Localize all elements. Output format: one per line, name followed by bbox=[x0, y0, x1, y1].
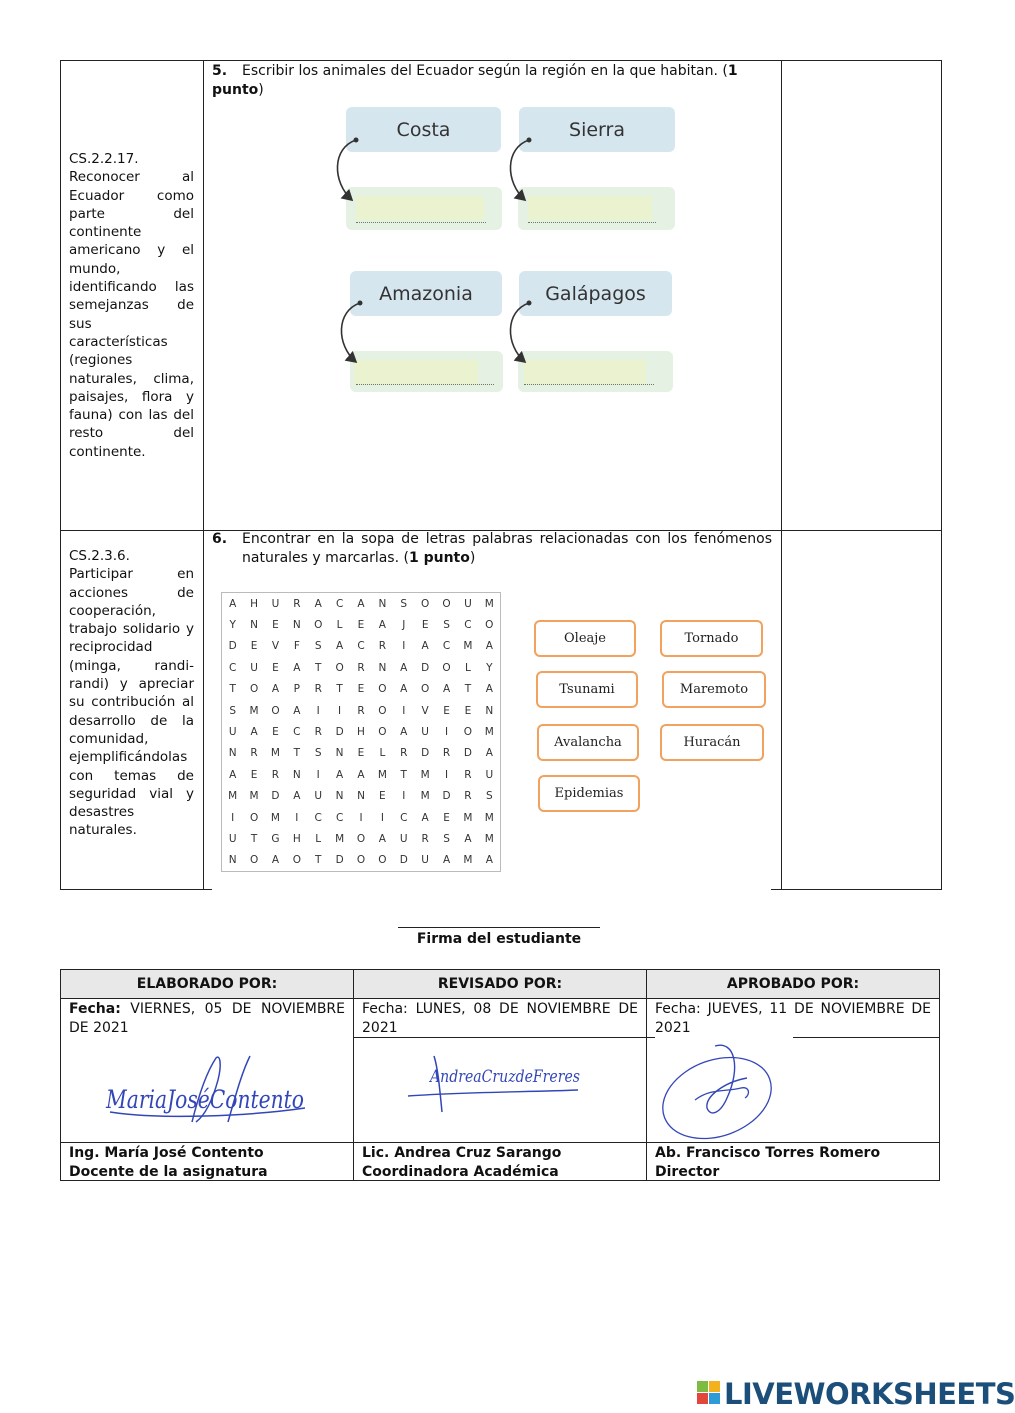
word-oleaje: Oleaje bbox=[534, 620, 636, 657]
word-search-cell[interactable]: E bbox=[250, 640, 258, 653]
word-search-cell[interactable]: M bbox=[484, 811, 494, 824]
word-search-cell[interactable]: A bbox=[464, 832, 472, 845]
word-search-cell[interactable]: O bbox=[442, 661, 451, 674]
region-label-sierra: Sierra bbox=[519, 107, 675, 152]
word-search-cell[interactable]: A bbox=[485, 683, 493, 696]
word-search-cell[interactable]: A bbox=[400, 725, 408, 738]
approval-header-bottom bbox=[60, 998, 940, 999]
word-search-cell[interactable]: M bbox=[249, 790, 259, 803]
header-aprobado: APROBADO POR: bbox=[647, 970, 939, 998]
word-search-cell[interactable]: O bbox=[463, 725, 473, 738]
word-search-cell[interactable]: N bbox=[292, 619, 301, 632]
question-points: 1 punto bbox=[408, 550, 470, 566]
header-revisado: REVISADO POR: bbox=[354, 970, 646, 998]
word-search-cell[interactable]: R bbox=[293, 597, 301, 610]
word-search-cell[interactable]: D bbox=[399, 854, 408, 867]
word-search-cell[interactable]: D bbox=[335, 725, 344, 738]
word-search-cell[interactable]: A bbox=[293, 661, 301, 674]
region-label-costa: Costa bbox=[346, 107, 501, 152]
student-signature-line bbox=[398, 927, 600, 928]
header-elaborado: ELABORADO POR: bbox=[61, 970, 353, 998]
date-aprobado: Fecha: JUEVES, 11 DE NOVIEMBRE DE 2021 bbox=[655, 1001, 931, 1036]
word-search-cell[interactable]: T bbox=[229, 683, 236, 696]
word-search-cell[interactable]: O bbox=[314, 619, 323, 632]
word-search-cell[interactable]: D bbox=[228, 640, 237, 653]
word-search-cell[interactable]: S bbox=[443, 832, 450, 845]
word-search-cell[interactable]: R bbox=[314, 725, 322, 738]
question-text: Escribir los animales del Ecuador según la región en la que habitan. ( bbox=[242, 63, 728, 79]
word-search-cell[interactable]: E bbox=[443, 704, 450, 717]
word-search-cell[interactable]: L bbox=[379, 747, 386, 760]
word-search-cell[interactable]: I bbox=[380, 811, 384, 824]
word-search-cell[interactable]: O bbox=[421, 597, 430, 610]
word-search-cell[interactable]: A bbox=[378, 832, 386, 845]
word-search-cell[interactable]: I bbox=[316, 704, 320, 717]
word-search-cell[interactable]: I bbox=[359, 811, 363, 824]
approval-col-divider-2 bbox=[646, 969, 647, 1181]
word-search-cell[interactable]: A bbox=[378, 619, 386, 632]
word-huracan: Huracán bbox=[660, 724, 764, 761]
word-search-cell[interactable]: V bbox=[421, 704, 429, 717]
word-search-cell[interactable]: O bbox=[378, 854, 387, 867]
word-search-cell[interactable]: A bbox=[357, 597, 365, 610]
word-search-cell[interactable]: H bbox=[250, 597, 259, 610]
approval-border-left bbox=[60, 969, 61, 1181]
signature-elaborado-text: MariaJoséContento bbox=[105, 1085, 304, 1114]
word-search-cell[interactable]: C bbox=[229, 661, 237, 674]
word-search-cell[interactable]: S bbox=[443, 619, 450, 632]
word-search-cell[interactable]: N bbox=[357, 790, 365, 803]
word-search-cell[interactable]: O bbox=[335, 661, 344, 674]
word-search-cell[interactable]: O bbox=[378, 704, 387, 717]
word-search-cell[interactable]: A bbox=[442, 683, 451, 696]
question-text: Encontrar en la sopa de letras palabras relacionadas con los fenómenos naturales y marcarlas. ( bbox=[242, 531, 772, 566]
word-search-cell[interactable]: M bbox=[420, 768, 430, 781]
word-search-cell[interactable]: M bbox=[335, 832, 345, 845]
word-search-cell[interactable]: E bbox=[272, 619, 279, 632]
word-search-cell[interactable]: R bbox=[271, 768, 280, 781]
brand-logo-icon bbox=[697, 1381, 721, 1405]
word-search-cell[interactable]: T bbox=[400, 768, 407, 781]
word-search-cell[interactable]: M bbox=[463, 640, 473, 653]
word-search-cell[interactable]: R bbox=[378, 640, 387, 653]
word-search-cell[interactable]: Y bbox=[229, 619, 236, 632]
word-search-cell[interactable]: R bbox=[314, 683, 322, 696]
word-search-cell[interactable]: L bbox=[464, 661, 471, 674]
word-tornado: Tornado bbox=[660, 620, 763, 657]
arrow-costa-icon bbox=[337, 138, 358, 201]
question-close: ) bbox=[258, 82, 264, 98]
word-search-cell[interactable]: E bbox=[421, 619, 429, 632]
word-search-cell[interactable]: A bbox=[421, 640, 429, 653]
word-search-cell[interactable]: Y bbox=[486, 661, 493, 674]
word-search-cell[interactable]: O bbox=[378, 683, 387, 696]
arrows-overlay bbox=[0, 0, 1000, 420]
word-search-cell[interactable]: M bbox=[463, 811, 473, 824]
word-search-cell[interactable]: I bbox=[444, 768, 449, 781]
word-search-cell[interactable]: S bbox=[400, 597, 408, 610]
word-search-cell[interactable]: U bbox=[271, 597, 280, 610]
word-search-cell[interactable]: R bbox=[442, 747, 451, 760]
word-search-cell[interactable]: R bbox=[250, 747, 258, 760]
word-search-cell[interactable]: I bbox=[402, 704, 406, 717]
word-search-cell[interactable]: I bbox=[402, 790, 406, 803]
word-search-cell[interactable]: S bbox=[314, 747, 322, 760]
region-label-amazonia: Amazonia bbox=[350, 271, 502, 316]
word-search-cell[interactable]: E bbox=[357, 683, 365, 696]
word-search-cell[interactable]: C bbox=[293, 725, 301, 738]
word-search-cell[interactable]: T bbox=[464, 683, 472, 696]
word-search-cell[interactable]: C bbox=[400, 811, 408, 824]
word-search-cell[interactable]: I bbox=[444, 725, 449, 738]
word-search-cell[interactable]: A bbox=[293, 704, 301, 717]
word-search-cell[interactable]: U bbox=[399, 832, 408, 845]
approval-border-right bbox=[939, 969, 940, 1181]
word-avalancha: Avalancha bbox=[537, 724, 639, 761]
word-search-cell[interactable]: R bbox=[464, 790, 472, 803]
word-search-cell[interactable]: N bbox=[292, 768, 301, 781]
word-search-cell[interactable]: T bbox=[250, 832, 258, 845]
word-search-cell[interactable]: N bbox=[250, 619, 258, 632]
word-search-cell[interactable]: P bbox=[293, 683, 300, 696]
word-search-cell[interactable]: D bbox=[271, 790, 280, 803]
word-search-cell[interactable]: A bbox=[485, 854, 493, 867]
word-search-cell[interactable]: I bbox=[231, 811, 235, 824]
word-search-cell[interactable]: C bbox=[442, 640, 451, 653]
word-search-cell[interactable]: U bbox=[314, 790, 323, 803]
approval-border-top bbox=[60, 969, 940, 970]
word-search-cell[interactable]: E bbox=[464, 704, 472, 717]
question-points: 1 punto bbox=[212, 63, 738, 98]
word-search-cell[interactable]: A bbox=[271, 854, 280, 867]
word-search-cell[interactable]: E bbox=[379, 790, 386, 803]
word-search-cell[interactable]: D bbox=[442, 790, 451, 803]
word-search-cell[interactable]: R bbox=[421, 832, 429, 845]
word-search-cell[interactable]: A bbox=[485, 640, 493, 653]
arrow-galapagos-icon bbox=[510, 301, 531, 363]
word-search-cell[interactable]: E bbox=[357, 619, 365, 632]
word-search-cell[interactable]: U bbox=[228, 832, 237, 845]
word-search-cell[interactable]: O bbox=[249, 854, 259, 867]
word-search-cell[interactable]: M bbox=[249, 704, 259, 717]
word-search-cell[interactable]: O bbox=[292, 854, 301, 867]
word-search-cell[interactable]: C bbox=[314, 811, 322, 824]
signature-revisado-text: AndreaCruzdeFreres bbox=[428, 1067, 581, 1087]
date-elaborado: Fecha: VIERNES, 05 DE NOVIEMBRE DE 2021 bbox=[69, 1001, 345, 1036]
signature-aprobado-image bbox=[655, 1038, 785, 1142]
word-search-cell[interactable]: R bbox=[400, 747, 408, 760]
standard-cs-2-2-17: CS.2.2.17. Reconocer al Ecuador como parte del continente americano y el mundo, identificando las semejanzas de sus características (regiones naturales, clima, paisajes, flora y fauna) con las del resto del continente. bbox=[69, 151, 194, 460]
word-search-cell[interactable]: A bbox=[293, 790, 301, 803]
word-search-cell[interactable]: D bbox=[463, 747, 472, 760]
word-search-cell[interactable]: M bbox=[484, 597, 494, 610]
word-search-grid[interactable] bbox=[221, 592, 501, 872]
signature-revisado-image bbox=[400, 1048, 600, 1128]
question-close: ) bbox=[469, 550, 476, 566]
name-elaborado: Ing. María José Contento Docente de la asignatura bbox=[69, 1145, 268, 1180]
word-search-cell[interactable]: I bbox=[338, 704, 342, 717]
word-search-cell[interactable]: A bbox=[250, 725, 258, 738]
word-search-cell[interactable]: O bbox=[249, 683, 259, 696]
word-search-cell[interactable]: U bbox=[421, 725, 429, 738]
word-search-cell[interactable]: T bbox=[315, 661, 322, 674]
word-search-cell[interactable]: C bbox=[335, 811, 344, 824]
word-search-cell[interactable]: I bbox=[402, 640, 406, 653]
word-search-cell[interactable]: N bbox=[378, 661, 387, 674]
word-search-cell[interactable]: R bbox=[357, 704, 365, 717]
word-search-cell[interactable]: D bbox=[335, 854, 344, 867]
table-border-bottom-left bbox=[60, 889, 212, 890]
question-number: 6. bbox=[212, 531, 228, 547]
word-search-cell[interactable]: C bbox=[357, 640, 365, 653]
word-search-cell[interactable]: A bbox=[400, 683, 408, 696]
approval-names-top bbox=[60, 1142, 940, 1143]
word-search-cell[interactable]: D bbox=[421, 747, 430, 760]
question-6 bbox=[212, 530, 772, 568]
word-search-cell[interactable]: A bbox=[357, 768, 365, 781]
word-search-cell[interactable]: T bbox=[293, 747, 301, 760]
word-search-cell[interactable]: S bbox=[229, 704, 237, 717]
word-search-cell[interactable]: M bbox=[270, 811, 280, 824]
word-search-cell[interactable]: A bbox=[314, 597, 322, 610]
word-search-cell[interactable]: L bbox=[315, 832, 322, 845]
word-search-cell[interactable]: M bbox=[420, 790, 430, 803]
approval-col-divider-1 bbox=[353, 969, 354, 1181]
word-search-cell[interactable]: O bbox=[356, 832, 366, 845]
word-search-cell[interactable]: A bbox=[400, 661, 408, 674]
approval-date-divider-3a bbox=[647, 1037, 655, 1038]
word-search-cell[interactable]: O bbox=[378, 725, 387, 738]
word-search-cell[interactable]: M bbox=[270, 747, 280, 760]
word-search-cell[interactable]: M bbox=[228, 790, 238, 803]
signature-elaborado-image bbox=[100, 1050, 315, 1130]
word-search-cell[interactable]: N bbox=[335, 747, 344, 760]
name-revisado: Lic. Andrea Cruz Sarango Coordinadora Académica bbox=[362, 1145, 562, 1180]
word-search-cell[interactable]: M bbox=[484, 725, 494, 738]
word-search-cell[interactable]: A bbox=[336, 768, 344, 781]
word-search-cell[interactable]: N bbox=[335, 790, 344, 803]
word-search-cell[interactable]: R bbox=[357, 661, 365, 674]
arrow-amazonia-icon bbox=[341, 301, 362, 363]
word-search-cell[interactable]: A bbox=[336, 640, 344, 653]
word-search-cell[interactable]: O bbox=[356, 854, 366, 867]
word-search-cell[interactable]: R bbox=[464, 768, 472, 781]
word-search-cell[interactable]: M bbox=[484, 832, 494, 845]
question-number: 5. bbox=[212, 63, 228, 79]
word-search-cell[interactable]: E bbox=[272, 661, 279, 674]
word-search-cell[interactable]: F bbox=[293, 640, 300, 653]
word-tsunami: Tsunami bbox=[536, 671, 638, 708]
word-search-cell[interactable]: U bbox=[485, 768, 494, 781]
word-search-cell[interactable]: S bbox=[314, 640, 322, 653]
word-search-cell[interactable]: T bbox=[336, 683, 343, 696]
word-search-cell[interactable]: N bbox=[378, 597, 387, 610]
word-search-cell[interactable]: A bbox=[271, 683, 280, 696]
word-search-cell[interactable]: O bbox=[485, 619, 494, 632]
word-search-cell[interactable]: C bbox=[464, 619, 472, 632]
word-search-cell[interactable]: H bbox=[292, 832, 301, 845]
word-search-cell[interactable]: D bbox=[421, 661, 430, 674]
word-search-cell[interactable]: L bbox=[336, 619, 343, 632]
word-search-cell[interactable]: T bbox=[315, 854, 322, 867]
word-search-cell[interactable]: E bbox=[357, 747, 365, 760]
date-revisado: Fecha: LUNES, 08 DE NOVIEMBRE DE 2021 bbox=[362, 1001, 638, 1036]
word-search-cell[interactable]: O bbox=[421, 683, 430, 696]
word-search-cell[interactable]: E bbox=[250, 768, 258, 781]
word-search-cell[interactable]: A bbox=[442, 854, 451, 867]
word-search-cell[interactable]: M bbox=[463, 854, 473, 867]
word-search-cell[interactable]: C bbox=[335, 597, 344, 610]
word-search-cell[interactable]: O bbox=[442, 597, 451, 610]
word-search-cell[interactable]: N bbox=[228, 747, 237, 760]
word-search-cell[interactable]: N bbox=[485, 704, 494, 717]
name-aprobado: Ab. Francisco Torres Romero Director bbox=[655, 1145, 881, 1180]
region-label-galapagos: Galápagos bbox=[519, 271, 672, 316]
word-search-cell[interactable]: H bbox=[357, 725, 365, 738]
word-search-cell[interactable]: S bbox=[485, 790, 493, 803]
table-border-bottom-right bbox=[771, 889, 942, 890]
word-search-cell[interactable]: G bbox=[271, 832, 280, 845]
word-epidemias: Epidemias bbox=[538, 775, 640, 812]
word-search-cell[interactable]: I bbox=[316, 768, 320, 781]
word-search-cell[interactable]: E bbox=[443, 811, 450, 824]
word-search-cell[interactable]: A bbox=[485, 747, 493, 760]
word-search-cell[interactable]: N bbox=[228, 854, 237, 867]
word-search-cell[interactable]: U bbox=[464, 597, 472, 610]
word-search-cell[interactable]: U bbox=[228, 725, 237, 738]
word-search-cell[interactable]: A bbox=[229, 597, 237, 610]
word-search-cell[interactable]: A bbox=[229, 768, 237, 781]
word-search-cell[interactable]: U bbox=[421, 854, 429, 867]
word-maremoto: Maremoto bbox=[662, 671, 766, 708]
brand-name: LIVEWORKSHEETS bbox=[724, 1377, 1015, 1411]
word-search-cell[interactable]: V bbox=[271, 640, 280, 653]
word-search-cell[interactable]: O bbox=[271, 704, 280, 717]
word-search-cell[interactable]: I bbox=[295, 811, 299, 824]
word-search-cell[interactable]: O bbox=[249, 811, 259, 824]
student-signature-label: Firma del estudiante bbox=[416, 931, 582, 947]
arrow-sierra-icon bbox=[510, 138, 531, 201]
word-search-cell[interactable]: E bbox=[272, 725, 279, 738]
word-search-cell[interactable]: M bbox=[377, 768, 387, 781]
word-search-cell[interactable]: U bbox=[250, 661, 258, 674]
word-search-cell[interactable]: A bbox=[421, 811, 429, 824]
standard-cs-2-3-6: CS.2.3.6. Participar en acciones de cooperación, trabajo solidario y reciprocidad (minga, randi-randi) y apreciar su contribución al desarrollo de la comunidad, ejemplificándolas con temas de seguridad vial y desastres naturales. bbox=[69, 548, 194, 839]
word-search-cell[interactable]: J bbox=[402, 619, 406, 632]
